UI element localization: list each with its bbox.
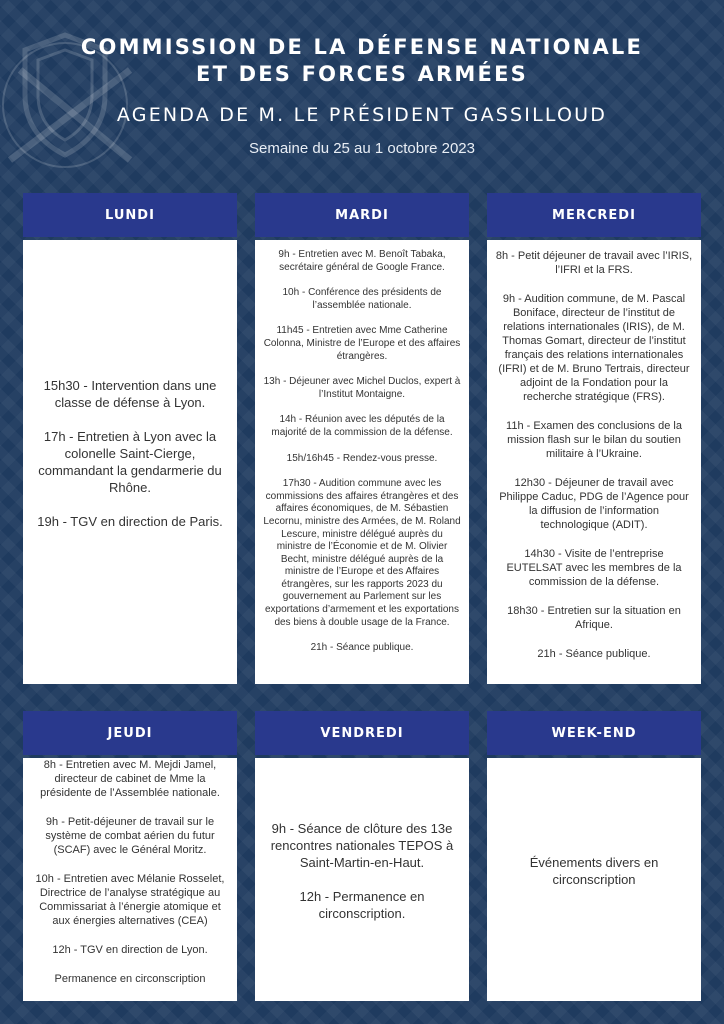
day-column-vendredi (255, 711, 469, 1001)
page-title (0, 34, 724, 88)
agenda-entry: 12h - Permanence en circonscription. (299, 889, 425, 921)
agenda-entry: 21h - Séance publique. (310, 642, 414, 654)
agenda-entry: 17h - Entretien à Lyon avec la colonelle Saint-Cierge, commandant la gendarmerie du Rhône. (38, 429, 222, 495)
day-header: VENDREDI (255, 711, 469, 755)
agenda-entry: 14h30 - Visite de l’entreprise EUTELSAT avec les membres de la commission de la défense. (506, 548, 682, 588)
day-column-mardi (255, 193, 469, 684)
day-agenda (255, 240, 469, 684)
title-line-1: COMMISSION DE LA DÉFENSE NATIONALE (80, 35, 644, 59)
page-header (0, 30, 724, 157)
day-agenda (23, 758, 237, 1001)
agenda-entry: 18h30 - Entretien sur la situation en Afrique. (507, 605, 681, 631)
agenda-entry: Permanence en circonscription (54, 973, 206, 985)
day-header: MARDI (255, 193, 469, 237)
agenda-entry: 17h30 - Audition commune avec les commissions des affaires étrangères et des affaires économiques, de M. Sébastien Lecornu, ministre des Armées, de M. Roland Lescure, ministre délégué auprès du ministre de l’Économie et de M. Olivier Becht, ministre délégué auprès de la ministre de l’Europe et des Affaires étrangères, sur les rapports 2023 du gouvernement au Parlement sur les exportations d’armement et les exportations des biens à double usage de la France. (263, 478, 461, 628)
agenda-entry: 21h - Séance publique. (537, 648, 651, 660)
agenda-entry: 12h - TGV en direction de Lyon. (52, 944, 208, 956)
agenda-entry: 10h - Entretien avec Mélanie Rosselet, Directrice de l’analyse stratégique au Commissariat à l’énergie atomique et aux énergies alternatives (CEA) (35, 873, 225, 927)
agenda-entry: 8h - Entretien avec M. Mejdi Jamel, directeur de cabinet de Mme la présidente de l’Assemblée nationale. (40, 759, 220, 799)
agenda-entry: 14h - Réunion avec les députés de la majorité de la commission de la défense. (271, 414, 453, 438)
day-agenda (487, 240, 701, 684)
day-column-lundi (23, 193, 237, 684)
week-range: Semaine du 25 au 1 octobre 2023 (248, 140, 475, 157)
agenda-entry: 15h/16h45 - Rendez-vous presse. (286, 452, 438, 464)
agenda-entry: Événements divers en circonscription (529, 855, 659, 887)
day-header: MERCREDI (487, 193, 701, 237)
page-subtitle: AGENDA DE M. LE PRÉSIDENT GASSILLOUD (116, 104, 608, 126)
day-column-jeudi (23, 711, 237, 1001)
day-agenda (487, 758, 701, 1001)
day-agenda (23, 240, 237, 684)
agenda-entry: 8h - Petit déjeuner de travail avec l’IRIS, l’IFRI et la FRS. (495, 250, 693, 276)
day-header: LUNDI (23, 193, 237, 237)
day-agenda (255, 758, 469, 1001)
agenda-entry: 10h - Conférence des présidents de l’assemblée nationale. (282, 287, 442, 311)
day-header: JEUDI (23, 711, 237, 755)
agenda-entry: 13h - Déjeuner avec Michel Duclos, expert à l’Institut Montaigne. (263, 376, 461, 400)
agenda-entry: 9h - Séance de clôture des 13e rencontres nationales TEPOS à Saint-Martin-en-Haut. (270, 821, 454, 870)
agenda-entry: 9h - Petit-déjeuner de travail sur le système de combat aérien du futur (SCAF) avec le Général Moritz. (45, 816, 215, 856)
agenda-entry: 11h45 - Entretien avec Mme Catherine Colonna, Ministre de l’Europe et des affaires étrangères. (263, 325, 461, 362)
agenda-entry: 9h - Entretien avec M. Benoît Tabaka, secrétaire général de Google France. (278, 249, 446, 273)
title-line-2: ET DES FORCES ARMÉES (196, 62, 528, 86)
agenda-entry: 19h - TGV en direction de Paris. (37, 514, 223, 529)
day-column-week-end (487, 711, 701, 1001)
agenda-entry: 9h - Audition commune, de M. Pascal Boniface, directeur de l’institut de relations internationales (IRIS), de M. Thomas Gomart, directeur de l’institut français des relations internationales (IFRI) et de M. Bruno Tertrais, directeur adjoint de la Fondation pour la recherche stratégique (FRS). (498, 293, 690, 403)
day-header: WEEK-END (487, 711, 701, 755)
agenda-entry: 15h30 - Intervention dans une classe de défense à Lyon. (43, 378, 217, 410)
day-column-mercredi (487, 193, 701, 684)
agenda-entry: 12h30 - Déjeuner de travail avec Philippe Caduc, PDG de l’Agence pour la diffusion de l’information technologique (ADIT). (499, 477, 689, 531)
agenda-entry: 11h - Examen des conclusions de la mission flash sur le bilan du soutien militaire à l’Ukraine. (506, 420, 682, 460)
